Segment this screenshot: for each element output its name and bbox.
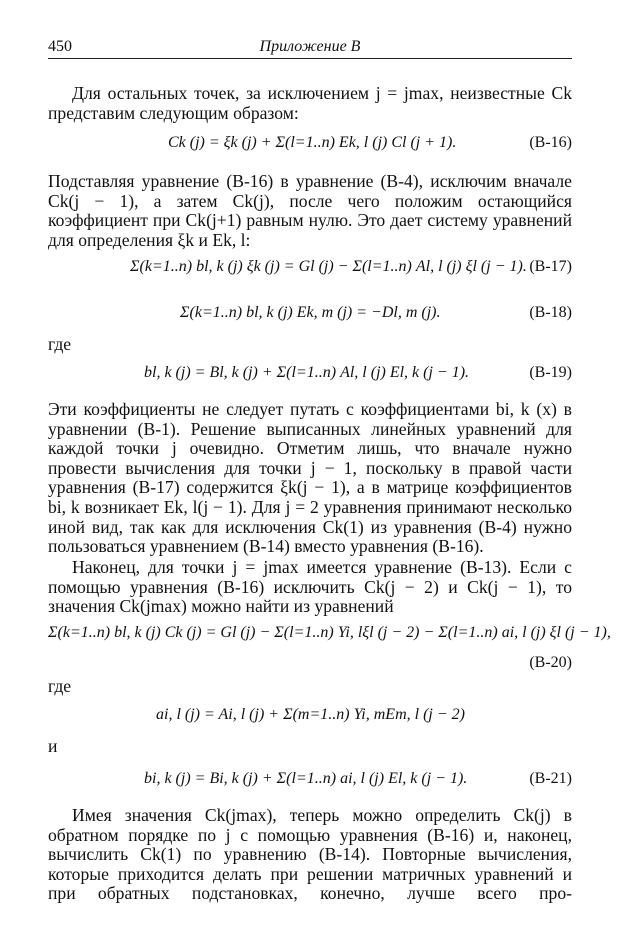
paragraph-4: Наконец, для точки j = jmax имеется уравнение (B-13). Если с помощью уравнения (B-16) исключить Ck(j − 2) и Ck(j − 1), то значения Ck(jmax) можно найти из уравнений bbox=[48, 557, 572, 617]
page-header bbox=[48, 36, 572, 59]
equation-b21-tag: (B-21) bbox=[529, 770, 572, 787]
equation-b21-formula: bi, k (j) = Bi, k (j) + Σ(l=1..n) ai, l (j) El, k (j − 1). bbox=[144, 770, 468, 787]
equation-b17-formula: Σ(k=1..n) bl, k (j) ξk (j) = Gl (j) − Σ(l=1..n) Al, l (j) ξl (j − 1). bbox=[130, 258, 527, 275]
equation-b17 bbox=[48, 258, 572, 292]
and-label: и bbox=[48, 736, 58, 756]
where-label-1: где bbox=[48, 334, 72, 354]
running-title: Приложение В bbox=[259, 38, 361, 55]
equation-b18-tag: (B-18) bbox=[529, 304, 572, 321]
equation-b16-formula: Ck (j) = ξk (j) + Σ(l=1..n) Ek, l (j) Cl (j + 1). bbox=[168, 134, 457, 151]
equation-b20-tag: (B-20) bbox=[529, 654, 572, 671]
equation-b19-tag: (B-19) bbox=[529, 364, 572, 381]
paragraph-2: Подставляя уравнение (B-16) в уравнение (B-4), исключим вначале Ck(j − 1), а затем Ck(j), после чего положим остающийся коэффициент при Ck(j+1) равным нулю. Это дает систему уравнений для определения ξk и Ek, l: bbox=[48, 171, 572, 250]
where-label-2: где bbox=[48, 676, 72, 696]
equation-b19-formula: bl, k (j) = Bl, k (j) + Σ(l=1..n) Al, l (j) El, k (j − 1). bbox=[144, 364, 470, 381]
paragraph-5: Имея значения Ck(jmax), теперь можно определить Ck(j) в обратном порядке по j с помощью уравнения (B-16) и, наконец, вычислить Ck(1) по уравнению (B-14). Повторные вычисления, которые приходится делать при решении матричных уравнений и при обратных подстановках, конечно, лучше всего про- bbox=[48, 805, 572, 904]
equation-b19 bbox=[48, 364, 572, 398]
equation-b20 bbox=[48, 624, 611, 671]
paragraph-1: Для остальных точек, за исключением j = jmax, неизвестные Ck представим следующим образом: bbox=[48, 83, 572, 123]
paragraph-3: Эти коэффициенты не следует путать с коэффициентами bi, k (x) в уравнении (B-1). Решение выписанных линейных уравнений для каждой точки j очевидно. Отметим лишь, что вначале нужно провести вычисления для точки j − 1, поскольку в правой части уравнения (B-17) содержится ξk(j − 1), а в матрице коэффициентов bi, k возникает Ek, l(j − 1). Для j = 2 уравнения принимают несколько иной вид, так как для исключения Ck(1) из уравнения (B-4) нужно пользоваться уравнением (B-14) вместо уравнения (B-16). bbox=[48, 399, 572, 557]
equation-b16 bbox=[48, 134, 572, 168]
equation-b17-tag: (B-17) bbox=[529, 258, 572, 275]
equation-b18-formula: Σ(k=1..n) bl, k (j) Ek, m (j) = −Dl, m (j). bbox=[180, 304, 441, 321]
equation-a bbox=[48, 706, 572, 740]
equation-b21 bbox=[48, 770, 572, 804]
equation-b18 bbox=[48, 304, 572, 338]
equation-b16-tag: (B-16) bbox=[529, 134, 572, 151]
equation-a-formula: ai, l (j) = Ai, l (j) + Σ(m=1..n) Yi, mEm, l (j − 2) bbox=[156, 706, 465, 723]
page-number: 450 bbox=[48, 38, 72, 55]
equation-b20-formula: Σ(k=1..n) bl, k (j) Ck (j) = Gl (j) − Σ(l=1..n) Yi, lξl (j − 2) − Σ(l=1..n) ai, l (j) ξl (j − 1), bbox=[48, 624, 611, 641]
